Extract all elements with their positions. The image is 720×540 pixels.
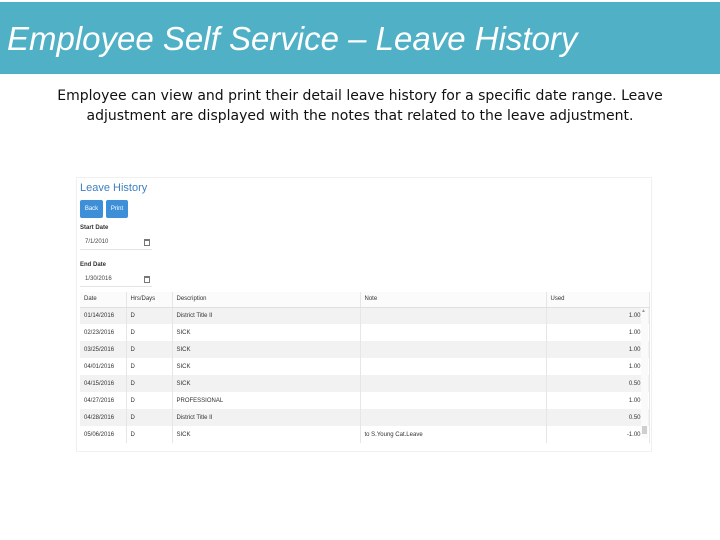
slide-title: Employee Self Service – Leave History xyxy=(7,20,578,57)
cell-description: SICK xyxy=(172,426,360,443)
cell-hrs-days: D xyxy=(126,358,172,375)
cell-description: PROFESSIONAL xyxy=(172,392,360,409)
table-row[interactable] xyxy=(80,307,649,324)
slide-title-bar xyxy=(0,2,720,74)
cell-description: District Title II xyxy=(172,307,360,324)
cell-used: -1.00 xyxy=(546,426,649,443)
cell-used: 0.50 xyxy=(546,409,649,426)
leave-history-screenshot xyxy=(76,177,652,452)
cell-hrs-days: D xyxy=(126,324,172,341)
cell-description: SICK xyxy=(172,324,360,341)
table-row[interactable] xyxy=(80,358,649,375)
page-title: Leave History xyxy=(80,182,148,194)
scroll-up-arrow-icon[interactable]: ▲ xyxy=(641,308,646,314)
table-header-row xyxy=(80,292,649,307)
cell-date: 04/27/2016 xyxy=(80,392,126,409)
cell-note xyxy=(360,409,546,426)
cell-hrs-days: D xyxy=(126,307,172,324)
cell-used: 1.00 xyxy=(546,392,649,409)
cell-date: 01/14/2016 xyxy=(80,307,126,324)
cell-note xyxy=(360,375,546,392)
cell-note xyxy=(360,358,546,375)
column-header-hrs-days[interactable]: Hrs/Days xyxy=(126,292,172,307)
cell-date: 05/06/2016 xyxy=(80,426,126,443)
cell-hrs-days: D xyxy=(126,375,172,392)
cell-date: 03/25/2016 xyxy=(80,341,126,358)
cell-date: 04/28/2016 xyxy=(80,409,126,426)
end-date-label: End Date xyxy=(80,262,107,268)
cell-note: to S.Young Cat.Leave xyxy=(360,426,546,443)
print-button[interactable]: Print xyxy=(106,200,128,218)
table-row[interactable] xyxy=(80,324,649,341)
cell-note xyxy=(360,392,546,409)
leave-history-table xyxy=(80,292,650,443)
column-header-description[interactable]: Description xyxy=(172,292,360,307)
cell-note xyxy=(360,341,546,358)
cell-used: 0.50 xyxy=(546,375,649,392)
calendar-icon[interactable] xyxy=(144,276,150,283)
table-row[interactable] xyxy=(80,409,649,426)
end-date-value: 1/30/2016 xyxy=(85,276,112,282)
cell-description: SICK xyxy=(172,375,360,392)
cell-description: District Title II xyxy=(172,409,360,426)
start-date-input[interactable] xyxy=(80,235,152,250)
cell-date: 04/15/2016 xyxy=(80,375,126,392)
cell-hrs-days: D xyxy=(126,426,172,443)
cell-description: SICK xyxy=(172,358,360,375)
end-date-input[interactable] xyxy=(80,272,152,287)
cell-note xyxy=(360,307,546,324)
table-row[interactable] xyxy=(80,341,649,358)
table-scrollbar[interactable] xyxy=(641,308,648,438)
slide-intro-text: Employee can view and print their detail leave history for a specific date range. Leave adjustment are displayed with the notes that related to the leave adjustment. xyxy=(57,88,663,124)
cell-description: SICK xyxy=(172,341,360,358)
cell-date: 02/23/2016 xyxy=(80,324,126,341)
back-button[interactable]: Back xyxy=(80,200,103,218)
column-header-note[interactable]: Note xyxy=(360,292,546,307)
start-date-label: Start Date xyxy=(80,225,109,231)
start-date-value: 7/1/2010 xyxy=(85,239,109,245)
cell-used: 1.00 xyxy=(546,341,649,358)
table-row[interactable] xyxy=(80,426,649,443)
calendar-icon[interactable] xyxy=(144,239,150,246)
cell-hrs-days: D xyxy=(126,341,172,358)
table-row[interactable] xyxy=(80,392,649,409)
cell-used: 1.00 xyxy=(546,358,649,375)
column-header-date[interactable]: Date xyxy=(80,292,126,307)
cell-date: 04/01/2016 xyxy=(80,358,126,375)
cell-used: 1.00 xyxy=(546,307,649,324)
cell-note xyxy=(360,324,546,341)
table-row[interactable] xyxy=(80,375,649,392)
column-header-used[interactable]: Used xyxy=(546,292,649,307)
cell-hrs-days: D xyxy=(126,409,172,426)
cell-used: 1.00 xyxy=(546,324,649,341)
scroll-thumb[interactable] xyxy=(642,426,647,434)
cell-hrs-days: D xyxy=(126,392,172,409)
